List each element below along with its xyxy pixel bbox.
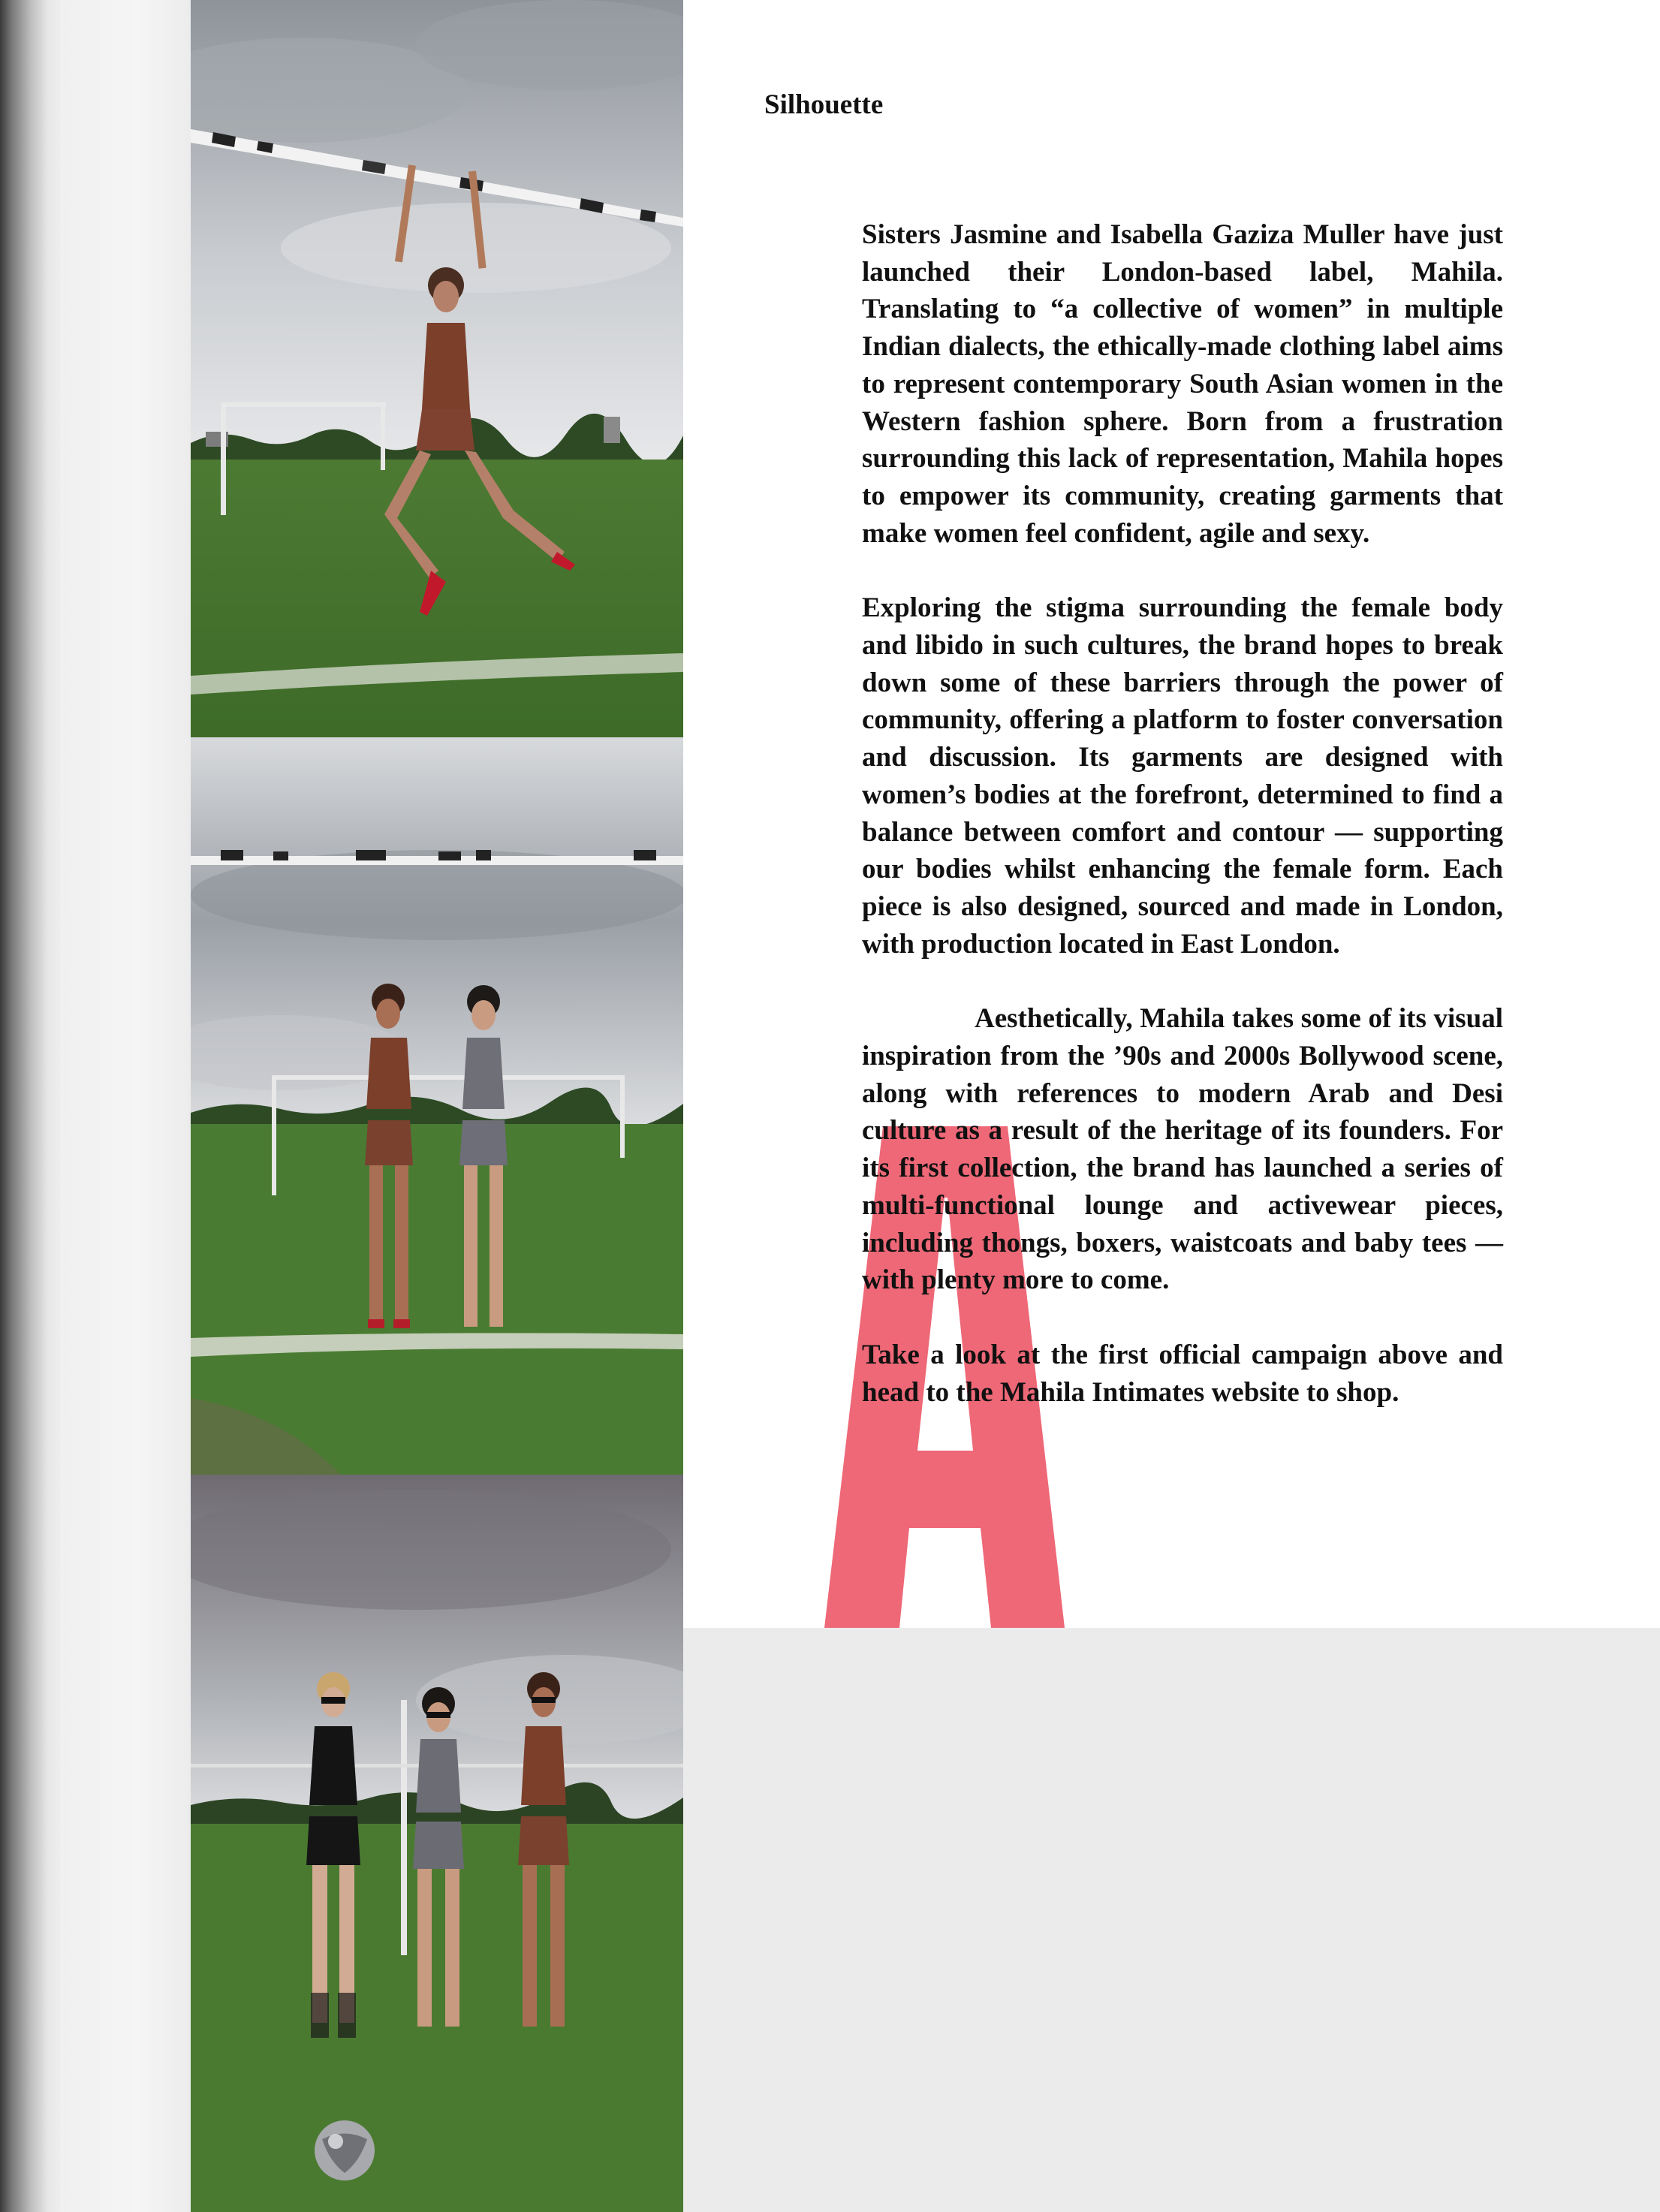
article-paragraph-3: Aesthetically, Mahila takes some of its visual inspiration from the ’90s and 2000s Bollywood scene, along with references to modern Arab and Desi culture as a result of the heritage of its founders. For its first collection, the brand has launched a series of multi-functional lounge and activewear pieces, including thongs, boxers, waistcoats and baby tees — with plenty more to come. (862, 1003, 1503, 1296)
article-paragraph-2: Exploring the stigma surrounding the female body and libido in such cultures, the brand hopes to break down some of these barriers through the power of community, offering a platform to foster conversation and discussion. Its garments are designed with women’s bodies at the forefront, determined to find a balance between comfort and contour — supporting our bodies whilst enhancing the female form. Each piece is also designed, sourced and made in London, with production located in East London. (862, 592, 1503, 960)
section-label: Silhouette (764, 89, 884, 120)
campaign-photo-hanging (191, 0, 683, 737)
article-paragraph-1: Sisters Jasmine and Isabella Gaziza Muller have just launched their London-based label, Mahila. Translating to “a collective of women” in multiple Indian dialects, the ethically-made clothing label aims to represent contemporary South Asian women in the Western fashion sphere. Born from a frustration surrounding this lack of representation, Mahila hopes to empower its community, creating garments that make women feel confident, agile and sexy. (862, 219, 1503, 549)
page-margin (60, 0, 191, 2212)
campaign-photo-duo (191, 737, 683, 1475)
grey-background-block (683, 1628, 1660, 2212)
article-paragraph-4: Take a look at the first official campaign above and head to the Mahila Intimates website to shop. (862, 1339, 1503, 1408)
book-spine (0, 0, 68, 2212)
campaign-photo-trio (191, 1475, 683, 2212)
article-body (862, 216, 1503, 1448)
